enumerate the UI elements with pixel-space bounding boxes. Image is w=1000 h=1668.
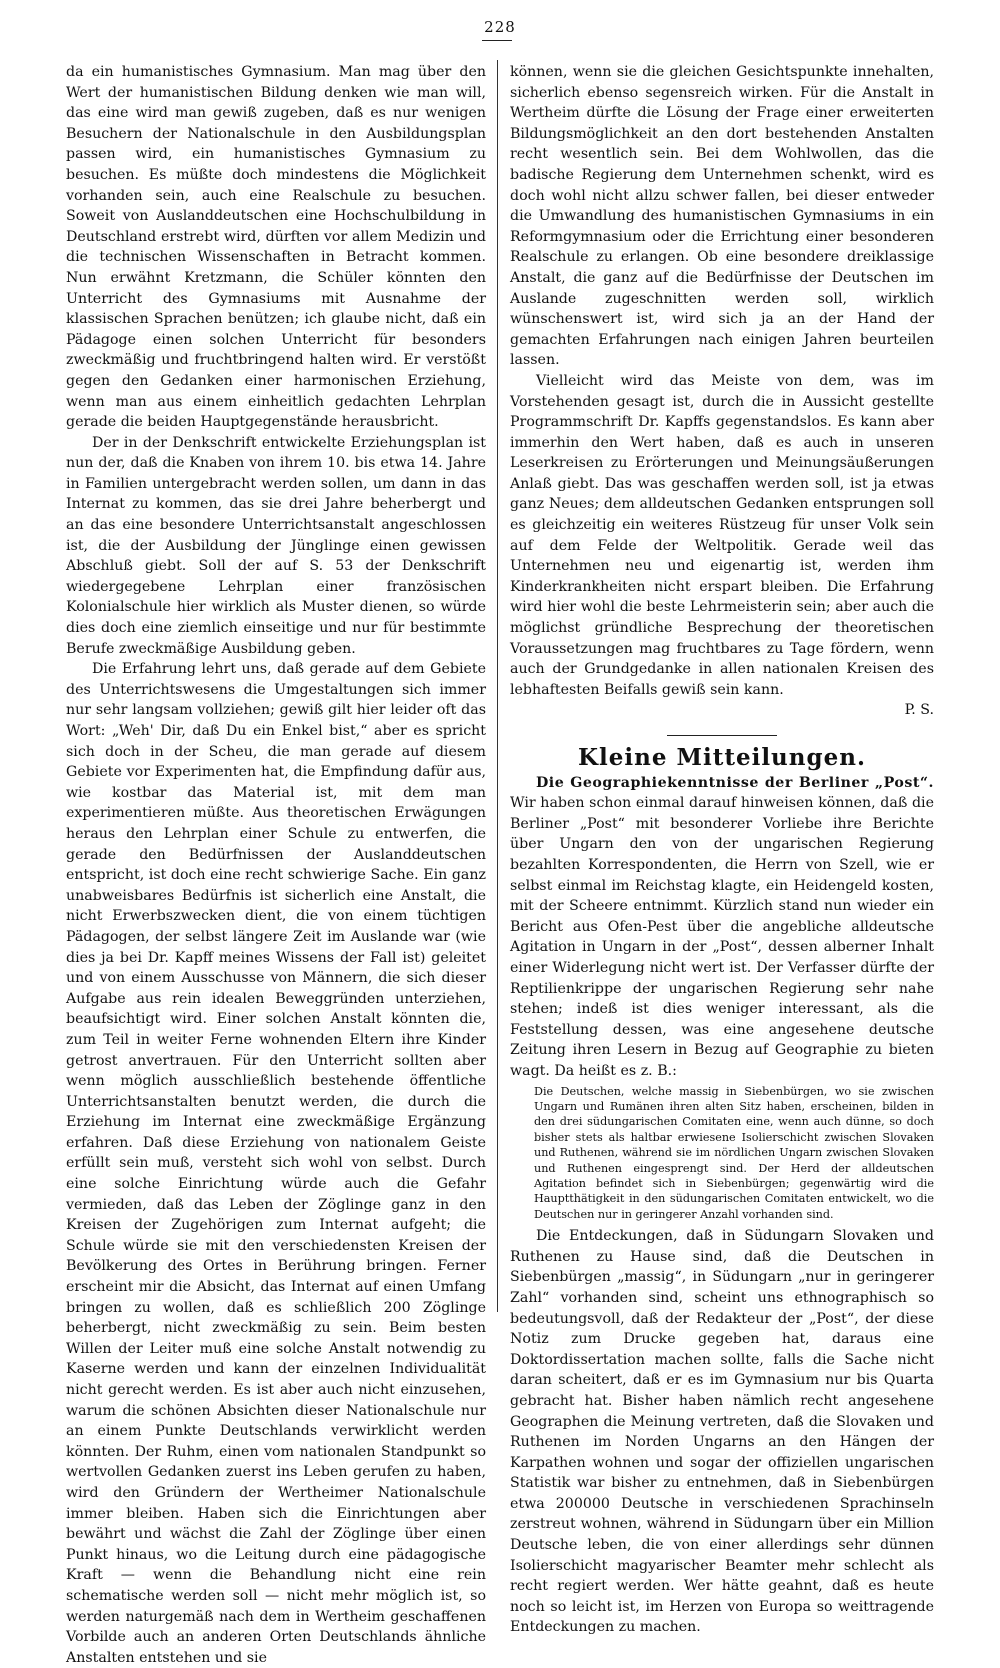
author-signature: P. S. bbox=[904, 702, 934, 719]
left-column bbox=[66, 62, 486, 1668]
paragraph: Die Erfahrung lehrt uns, daß gerade auf dem Gebiete des Unterrichtswesens die Umgestaltungen sich immer nur sehr langsam vollziehen; gewiß gilt hier leider oft das Wort: „Weh' Dir, daß Du ein Enkel bist,“ aber es spricht sich doch in der Scheu, die man gerade auf diesem Gebiete vor Experimenten hat, die Empfindung dafür aus, wie kostbar das Material ist, mit dem man experimentieren müßte. Aus theoretischen Erwägungen heraus den Lehrplan einer Schule zu entwerfen, die gerade den Bedürfnissen der Auslanddeutschen entspricht, ist doch eine recht schwierige Sache. Ein ganz unabweisbares Bedürfnis ist sicherlich eine Anstalt, die nicht Erwerbszwecken dient, die von einem tüchtigen Pädagogen, der selbst längere Zeit im Auslande war (wie dies ja bei Dr. Kapff meines Wissens der Fall ist) geleitet und von einem Ausschusse von Männern, die sich dieser Aufgabe aus rein idealen Beweggründen unterziehen, beaufsichtigt wird. Einer solchen Anstalt könnten die, zum Teil in weiter Ferne wohnenden Eltern ihre Kinder getrost anvertrauen. Für den Unterricht sollten aber wenn möglich ausschließlich bestehende öffentliche Unterrichtsanstalten benutzt werden, die durch die Erziehung im Internat eine zweckmäßige Ergänzung erfahren. Daß diese Erziehung von nationalem Geiste erfüllt sein muß, versteht sich wohl von selbst. Durch eine solche Einrichtung würde auch die Gefahr vermieden, daß das Leben der Zöglinge ganz in den Kreisen der Zugehörigen zum Internat aufgeht; die Schule würde sie mit den verschiedensten Kreisen der Bevölkerung des Ortes in Berührung bringen. Ferner erscheint mir die Absicht, das Internat auf einen Umfang bringen zu wollen, daß es schließlich 200 Zöglinge beherbergt, nicht zweckmäßig zu sein. Beim besten Willen der Leiter muß eine solche Anstalt notwendig zu Kaserne werden und kann der einzelnen Individualität nicht gerecht werden. Es ist aber auch nicht einzusehen, warum die schönen Absichten dieser Nationalschule nur an einem Punkte Deutschlands verwirklicht werden könnten. Der Ruhm, einen vom nationalen Standpunkt so wertvollen Gedanken zuerst ins Leben gerufen zu haben, wird den Gründern der Wertheimer Nationalschule immer bleiben. Haben sich die Einrichtungen aber bewährt und wächst die Zahl der Zöglinge über einen Punkt hinaus, wo die Leitung durch eine pädagogische Kraft — wenn die Behandlung nicht eine rein schematische werden soll — nicht mehr möglich ist, so werden naturgemäß nach dem in Wertheim geschaffenen Vorbilde auch an anderen Orten Deutschlands ähnliche Anstalten entstehen und sie bbox=[66, 661, 486, 1666]
news-item bbox=[510, 773, 934, 1082]
section-title: Kleine Mitteilungen. bbox=[578, 744, 866, 771]
right-column bbox=[510, 62, 934, 1638]
page-number-rule bbox=[482, 40, 512, 41]
paragraph: Der in der Denkschrift entwickelte Erziehungsplan ist nun der, daß die Knaben von ihrem 10. bis etwa 14. Jahre in Familien untergebracht werden sollen, um dann in das Internat zu kommen, das sie drei Jahre beherbergt und an das eine besondere Unterrichtsanstalt angeschlossen ist, die der Ausbildung der Jünglinge einen gewissen Abschluß giebt. Soll der auf S. 53 der Denkschrift wiedergegebene Lehrplan einer französischen Kolonialschule hier wirklich als Muster dienen, so würde dies doch eine ziemlich einseitige und nur für bestimmte Berufe zweckmäßige Ausbildung geben. bbox=[66, 434, 486, 657]
column-divider bbox=[497, 60, 498, 1312]
news-item-body: Wir haben schon einmal darauf hinweisen können, daß die Berliner „Post“ mit besonderer Vorliebe ihre Berichte über Ungarn den von der ungarischen Regierung bezahlten Korrespondenten, die Herrn von Szell, wie er selbst einmal im Reichstag klagte, ein Heidengeld kosten, mit der Scheere entnimmt. Kürzlich stand nun wieder ein Bericht aus Ofen-Pest über die angebliche alldeutsche Agitation in Ungarn in der „Post“, dessen alberner Inhalt einer Widerlegung nicht wert ist. Der Verfasser dürfte der Reptilienkrippe der ungarischen Regierung sehr nahe stehen; indeß ist dies weniger interessant, als die Feststellung dessen, was eine angesehene deutsche Zeitung ihren Lesern in Bezug auf Geographie zu bieten wagt. Da heißt es z. B.: bbox=[510, 795, 934, 1079]
news-item-title: Die Geographiekenntnisse der Berliner „Post“. bbox=[536, 774, 934, 791]
paragraph: können, wenn sie die gleichen Gesichtspunkte innehalten, sicherlich ebenso segensreich wirken. Für die Anstalt in Wertheim dürfte die Lösung der Frage einer erweiterten Bildungsmöglichkeit an den dort bestehenden Anstalten recht wesentlich sein. Bei dem Wohlwollen, das die badische Regierung dem Unternehmen schenkt, wird es doch wohl nicht allzu schwer fallen, bei dieser entweder die Umwandlung des humanistischen Gymnasiums in ein Reformgymnasium oder die Errichtung einer besonderen Realschule zu erlangen. Ob eine besondere dreiklassige Anstalt, die ganz auf die Bedürfnisse der Deutschen im Auslande zugeschnitten werden soll, wirklich wünschenswert ist, wird sich ja an der Hand der gemachten Erfahrungen nach einigen Jahren beurteilen lassen. bbox=[510, 64, 934, 369]
section-separator bbox=[667, 735, 777, 736]
signature-line bbox=[510, 700, 934, 721]
paragraph: Vielleicht wird das Meiste von dem, was im Vorstehenden gesagt ist, durch die in Aussicht gestellte Programmschrift Dr. Kapffs gegenstandslos. Es kann aber immerhin den Wert haben, daß es auch in unseren Leserkreisen zu Erörterungen und Meinungsäußerungen Anlaß giebt. Das was geschaffen werden soll, ist ja etwas ganz Neues; dem alldeutschen Gedanken entsprungen soll es gleichzeitig ein weiteres Rüstzeug für unser Volk sein auf dem Felde der Weltpolitik. Gerade weil das Unternehmen neu und eigenartig ist, werden ihm Kinderkrankheiten nicht erspart bleiben. Die Erfahrung wird hier wohl die beste Lehrmeisterin sein; aber auch die möglichst gründliche Besprechung der theoretischen Voraussetzungen mag fruchtbares zu Tage fördern, wenn auch der Grundgedanke in allen nationalen Kreisen des lebhaftesten Beifalls gewiß sein kann. bbox=[510, 372, 934, 698]
block-quote: Die Deutschen, welche massig in Siebenbürgen, wo sie zwischen Ungarn und Rumänen ihren alten Sitz haben, erscheinen, bilden in den drei südungarischen Comitaten eine, wenn auch dünne, so doch bisher stets als haltbar erwiesene Isolierschicht zwischen Slovaken und Ruthenen, während sie im nördlichen Ungarn zwischen Slovaken und Ruthenen eingesprengt sind. Der Herd der alldeutschen Agitation befindet sich in Siebenbürgen; gegenwärtig wird die Hauptthätigkeit in den südungarischen Comitaten entwickelt, wo die Deutschen nur in geringerer Anzahl vorhanden sind. bbox=[534, 1084, 934, 1221]
paragraph: Die Entdeckungen, daß in Südungarn Slovaken und Ruthenen zu Hause sind, daß die Deutschen in Siebenbürgen „massig“, in Südungarn „nur in geringerer Zahl“ vorhanden sind, scheint uns ethnographisch so bedeutungsvoll, daß der Redakteur der „Post“, der diese Notiz zum Drucke gegeben hat, daraus eine Doktordissertation machen sollte, falls die Sache nicht daran scheitert, daß er es im Gymnasium nur bis Quarta gebracht hat. Bisher haben nämlich recht angesehene Geographen die Meinung vertreten, daß die Slovaken und Ruthenen im Norden Ungarns an den Hängen der Karpathen wohnen und sogar der offiziellen ungarischen Statistik war bisher zu entnehmen, daß in Siebenbürgen etwa 200000 Deutsche in verschiedenen Sprachinseln zerstreut wohnen, während in Südungarn über ein Million Deutsche leben, die von einer allerdings sehr dünnen Isolierschicht magyarischer Beamter mehr schlecht als recht regiert werden. Wer hätte geahnt, daß es heute noch so leicht ist, im Herzen von Europa so weittragende Entdeckungen zu machen. bbox=[510, 1228, 934, 1636]
page-number: 228 bbox=[484, 18, 516, 36]
paragraph: da ein humanistisches Gymnasium. Man mag über den Wert der humanistischen Bildung denken wie man will, das eine wird man gewiß zugeben, daß es nur wenigen Besuchern der Nationalschule in den Ausbildungsplan passen wird, ein humanistisches Gymnasium zu besuchen. Es müßte doch mindestens die Möglichkeit vorhanden sein, auch eine Realschule zu besuchen. Soweit von Auslanddeutschen eine Hochschulbildung in Deutschland erstrebt wird, dürften vor allem Medizin und die technischen Wissenschaften in Betracht kommen. Nun erwähnt Kretzmann, die Schüler könnten den Unterricht des Gymnasiums mit Ausnahme der klassischen Sprachen benützen; ich glaube nicht, daß ein Pädagoge einen solchen Unterricht für besonders zweckmäßig und fruchtbringend halten wird. Er verstößt gegen den Gedanken einer harmonischen Erziehung, wenn man aus einem einheitlich gedachten Lehrplan gerade die beiden Hauptgegenstände herausbricht. bbox=[66, 64, 486, 431]
